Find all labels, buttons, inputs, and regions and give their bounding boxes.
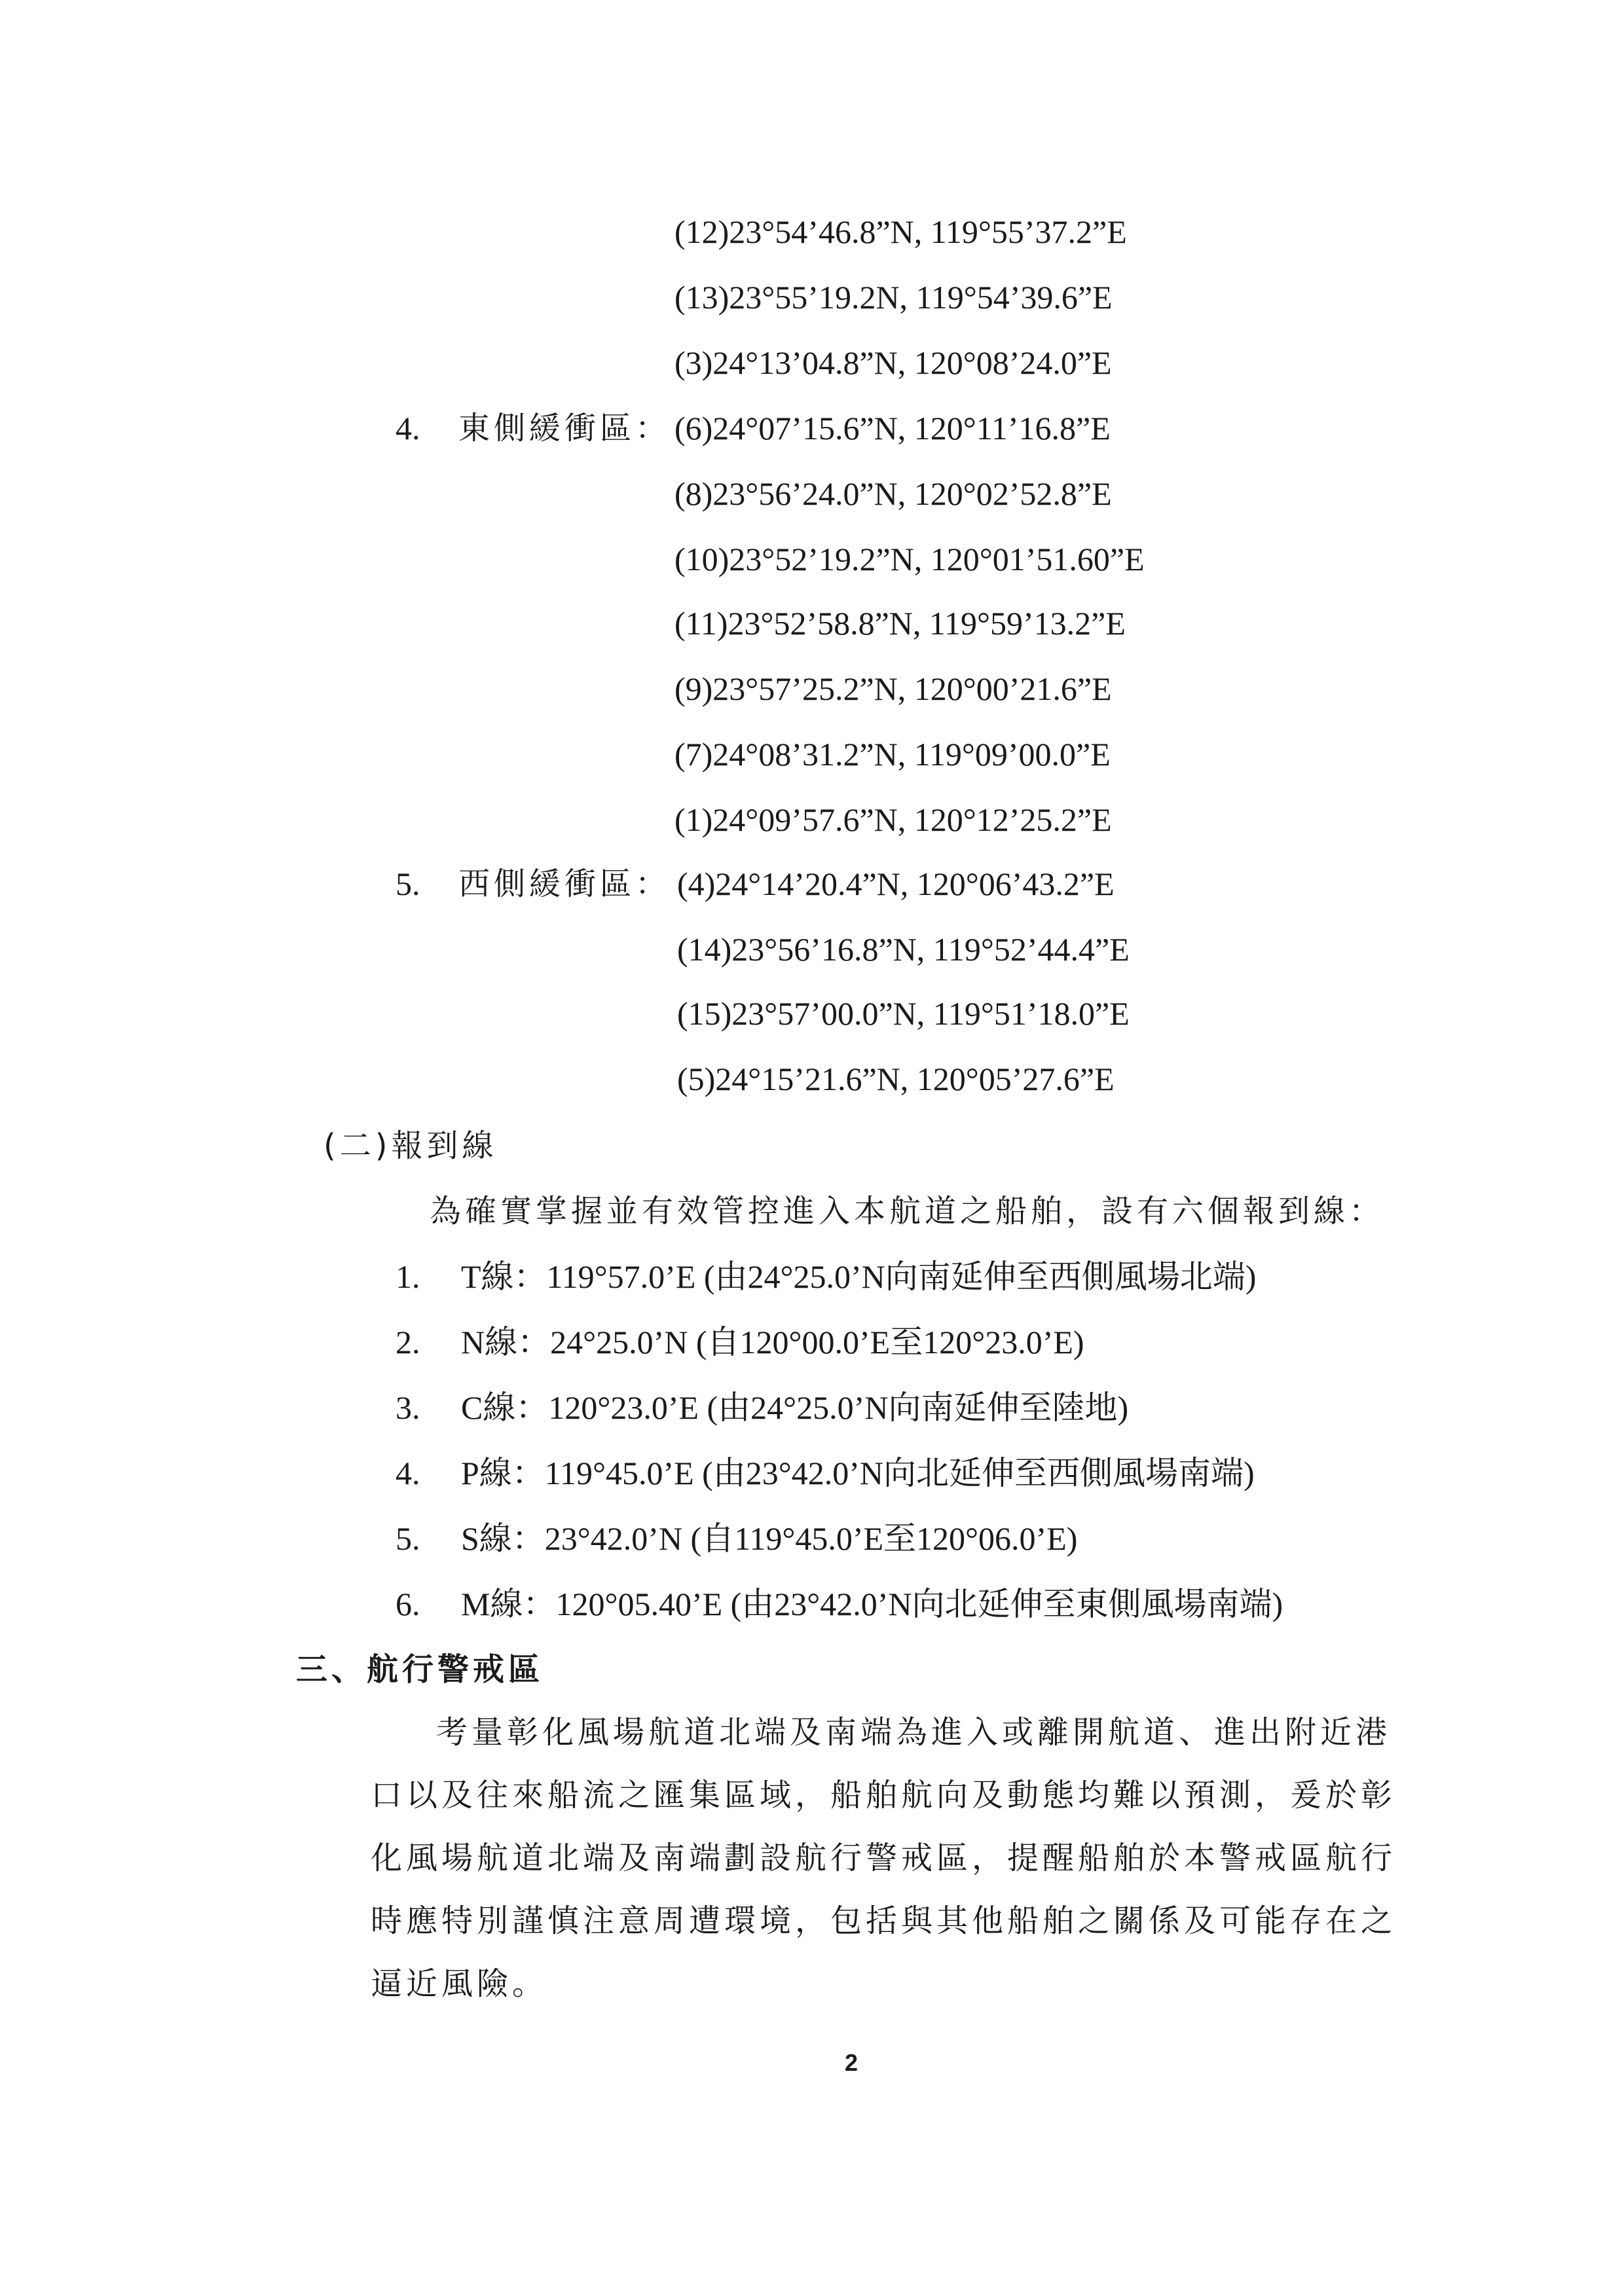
report-line-item: P線：119°45.0’E (由23°42.0’N向北延伸至西側風場南端) — [461, 1455, 1255, 1491]
list-number: 4. — [396, 410, 420, 446]
paragraph-line: 時應特別謹慎注意周遭環境，包括與其他船舶之關係及可能存在之 — [371, 1903, 1397, 1939]
paragraph-line: 考量彰化風場航道北端及南端為進入或離開航道、進出附近港 — [436, 1714, 1392, 1751]
coord-line: (10)23°52’19.2”N, 120°01’51.60”E — [674, 541, 1145, 577]
coord-line: (8)23°56’24.0”N, 120°02’52.8”E — [674, 475, 1112, 512]
paragraph-line: 逼近風險。 — [371, 1965, 548, 2002]
list-number: 6. — [396, 1586, 420, 1622]
coord-line: (13)23°55’19.2N, 119°54’39.6”E — [674, 279, 1113, 316]
coord-line: (6)24°07’15.6”N, 120°11’16.8”E — [674, 410, 1111, 446]
coord-line: (1)24°09’57.6”N, 120°12’25.2”E — [674, 801, 1112, 838]
paragraph-line: 為確實掌握並有效管控進入本航道之船舶，設有六個報到線： — [430, 1193, 1385, 1230]
coord-line: (7)24°08’31.2”N, 119°09’00.0”E — [674, 736, 1111, 773]
list-number: 3. — [396, 1389, 420, 1426]
report-line-item: M線：120°05.40’E (由23°42.0’N向北延伸至東側風場南端) — [461, 1586, 1283, 1622]
coord-line: (11)23°52’58.8”N, 119°59’13.2”E — [674, 605, 1126, 642]
report-line-item: C線：120°23.0’E (由24°25.0’N向南延伸至陸地) — [461, 1389, 1129, 1426]
coord-line: (4)24°14’20.4”N, 120°06’43.2”E — [677, 866, 1115, 902]
report-line-item: T線：119°57.0’E (由24°25.0’N向南延伸至西側風場北端) — [461, 1258, 1257, 1295]
coord-line: (12)23°54’46.8”N, 119°55’37.2”E — [674, 213, 1127, 250]
coord-line: (3)24°13’04.8”N, 120°08’24.0”E — [674, 344, 1112, 381]
section-heading: (二)報到線 — [323, 1127, 498, 1164]
report-line-item: S線：23°42.0’N (自119°45.0’E至120°06.0’E) — [461, 1520, 1078, 1557]
west-buffer-label: 西側緩衝區： — [458, 866, 671, 902]
list-number: 5. — [396, 866, 420, 902]
section-heading: 三、航行警戒區 — [296, 1651, 544, 1688]
page-number: 2 — [844, 2049, 858, 2076]
east-buffer-label: 東側緩衝區： — [458, 410, 671, 446]
paragraph-line: 化風場航道北端及南端劃設航行警戒區，提醒船舶於本警戒區航行 — [371, 1840, 1397, 1876]
coord-line: (9)23°57’25.2”N, 120°00’21.6”E — [674, 670, 1112, 707]
list-number: 2. — [396, 1324, 420, 1360]
list-number: 5. — [396, 1520, 420, 1557]
list-number: 1. — [396, 1258, 420, 1295]
report-line-item: N線：24°25.0’N (自120°00.0’E至120°23.0’E) — [461, 1324, 1084, 1360]
coord-line: (14)23°56’16.8”N, 119°52’44.4”E — [677, 931, 1130, 968]
paragraph-line: 口以及往來船流之匯集區域，船舶航向及動態均難以預測，爰於彰 — [371, 1777, 1397, 1813]
list-number: 4. — [396, 1455, 420, 1491]
coord-line: (5)24°15’21.6”N, 120°05’27.6”E — [677, 1061, 1115, 1097]
coord-line: (15)23°57’00.0”N, 119°51’18.0”E — [677, 995, 1130, 1032]
